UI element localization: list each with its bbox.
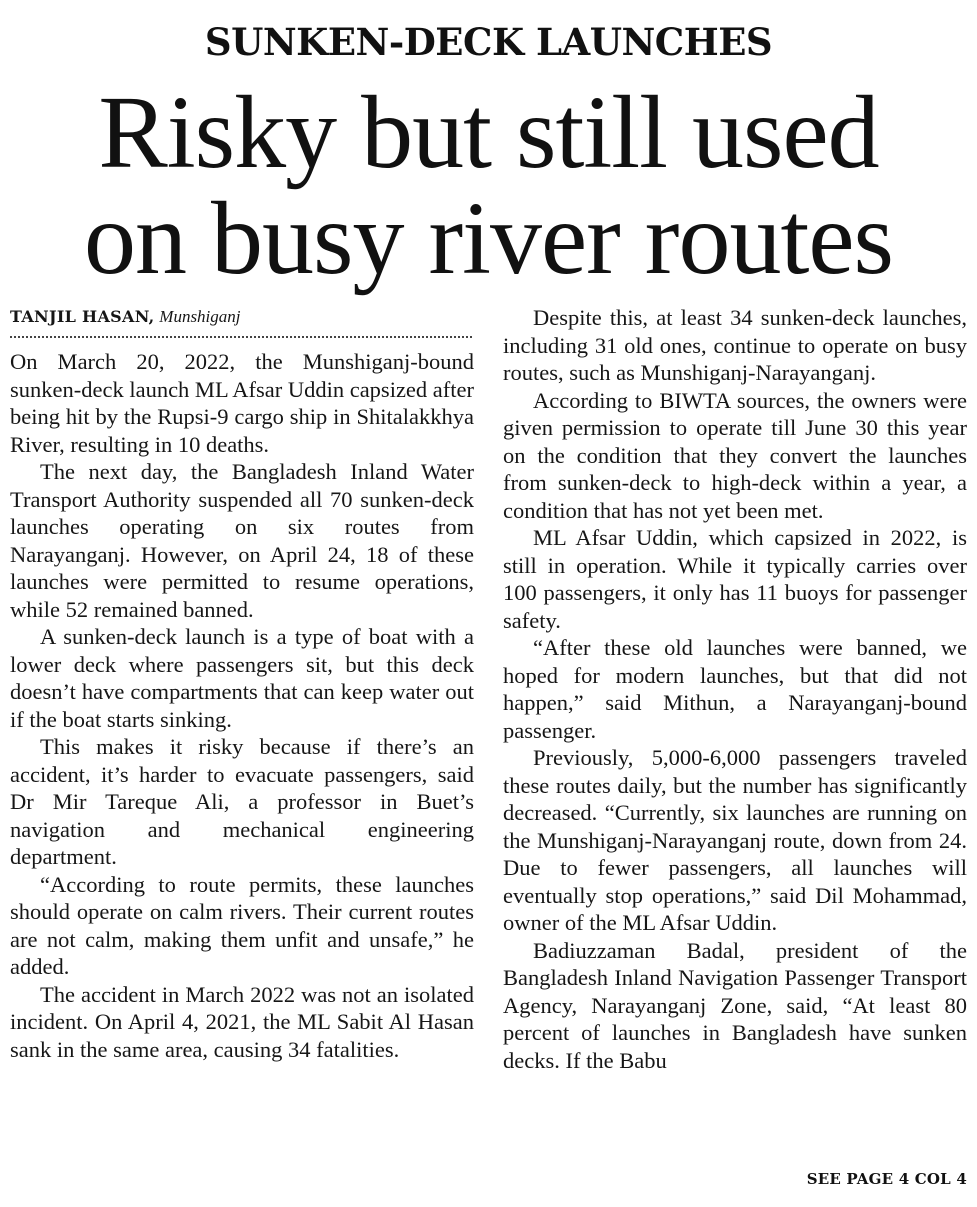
paragraph: The accident in March 2022 was not an isolated incident. On April 4, 2021, the ML Sabit Al Hasan sank in the same area, causing 34 fatalities. [10, 981, 474, 1062]
paragraph: “According to route permits, these launches should operate on calm rivers. Their current routes are not calm, making them unfit and unsafe,” he added. [10, 871, 474, 979]
paragraph: Badiuzzaman Badal, president of the Bangladesh Inland Navigation Passenger Transport Agency, Narayanganj Zone, said, “At least 80 percent of launches in Bangladesh have sunken decks. If the Babu [503, 937, 967, 1073]
byline-place: Munshiganj [159, 307, 241, 326]
byline [10, 304, 474, 330]
right-column [503, 304, 967, 1074]
paragraph: “After these old launches were banned, we hoped for modern launches, but that did not happen,” said Mithun, a Narayanganj-bound passenger. [503, 635, 967, 743]
continued-jump-line: SEE PAGE 4 COL 4 [806, 1170, 967, 1188]
kicker: SUNKEN-DECK LAUNCHES [204, 20, 773, 64]
headline-line-2: on busy river routes [84, 181, 893, 296]
byline-divider [10, 336, 472, 338]
paragraph: The next day, the Bangladesh Inland Water Transport Authority suspended all 70 sunken-deck launches operating on six routes from Narayanganj. However, on April 24, 18 of these launches were permitted to resume operations, while 52 remained banned. [10, 459, 474, 622]
left-column [10, 304, 474, 1063]
paragraph: A sunken-deck launch is a type of boat with a lower deck where passengers sit, but this deck doesn’t have compartments that can keep water out if the boat starts sinking. [10, 624, 474, 732]
paragraph: This makes it risky because if there’s an accident, it’s harder to evacuate passengers, said Dr Mir Tareque Ali, a professor in Buet’s navigation and mechanical engineering department. [10, 734, 474, 869]
byline-author: TANJIL HASAN, [10, 307, 155, 326]
paragraph: According to BIWTA sources, the owners were given permission to operate till June 30 this year on the condition that they convert the launches from sunken-deck to high-deck within a year, a condition that has not yet been met. [503, 387, 967, 523]
paragraph: On March 20, 2022, the Munshiganj-bound sunken-deck launch ML Afsar Uddin capsized after being hit by the Rupsi-9 cargo ship in Shitalakkhya River, resulting in 10 deaths. [10, 349, 474, 457]
headline-line-1: Risky but still used [98, 75, 879, 190]
paragraph: Despite this, at least 34 sunken-deck launches, including 31 old ones, continue to operate on busy routes, such as Munshiganj-Narayanganj. [503, 305, 967, 385]
headline [0, 75, 977, 296]
paragraph: Previously, 5,000-6,000 passengers traveled these routes daily, but the number has significantly decreased. “Currently, six launches are running on the Munshiganj-Narayanganj route, down from 24. Due to fewer passengers, all launches will eventually stop operations,” said Dil Mohammad, owner of the ML Afsar Uddin. [503, 745, 967, 935]
paragraph: ML Afsar Uddin, which capsized in 2022, is still in operation. While it typically carries over 100 passengers, it only has 11 buoys for passenger safety. [503, 525, 967, 633]
